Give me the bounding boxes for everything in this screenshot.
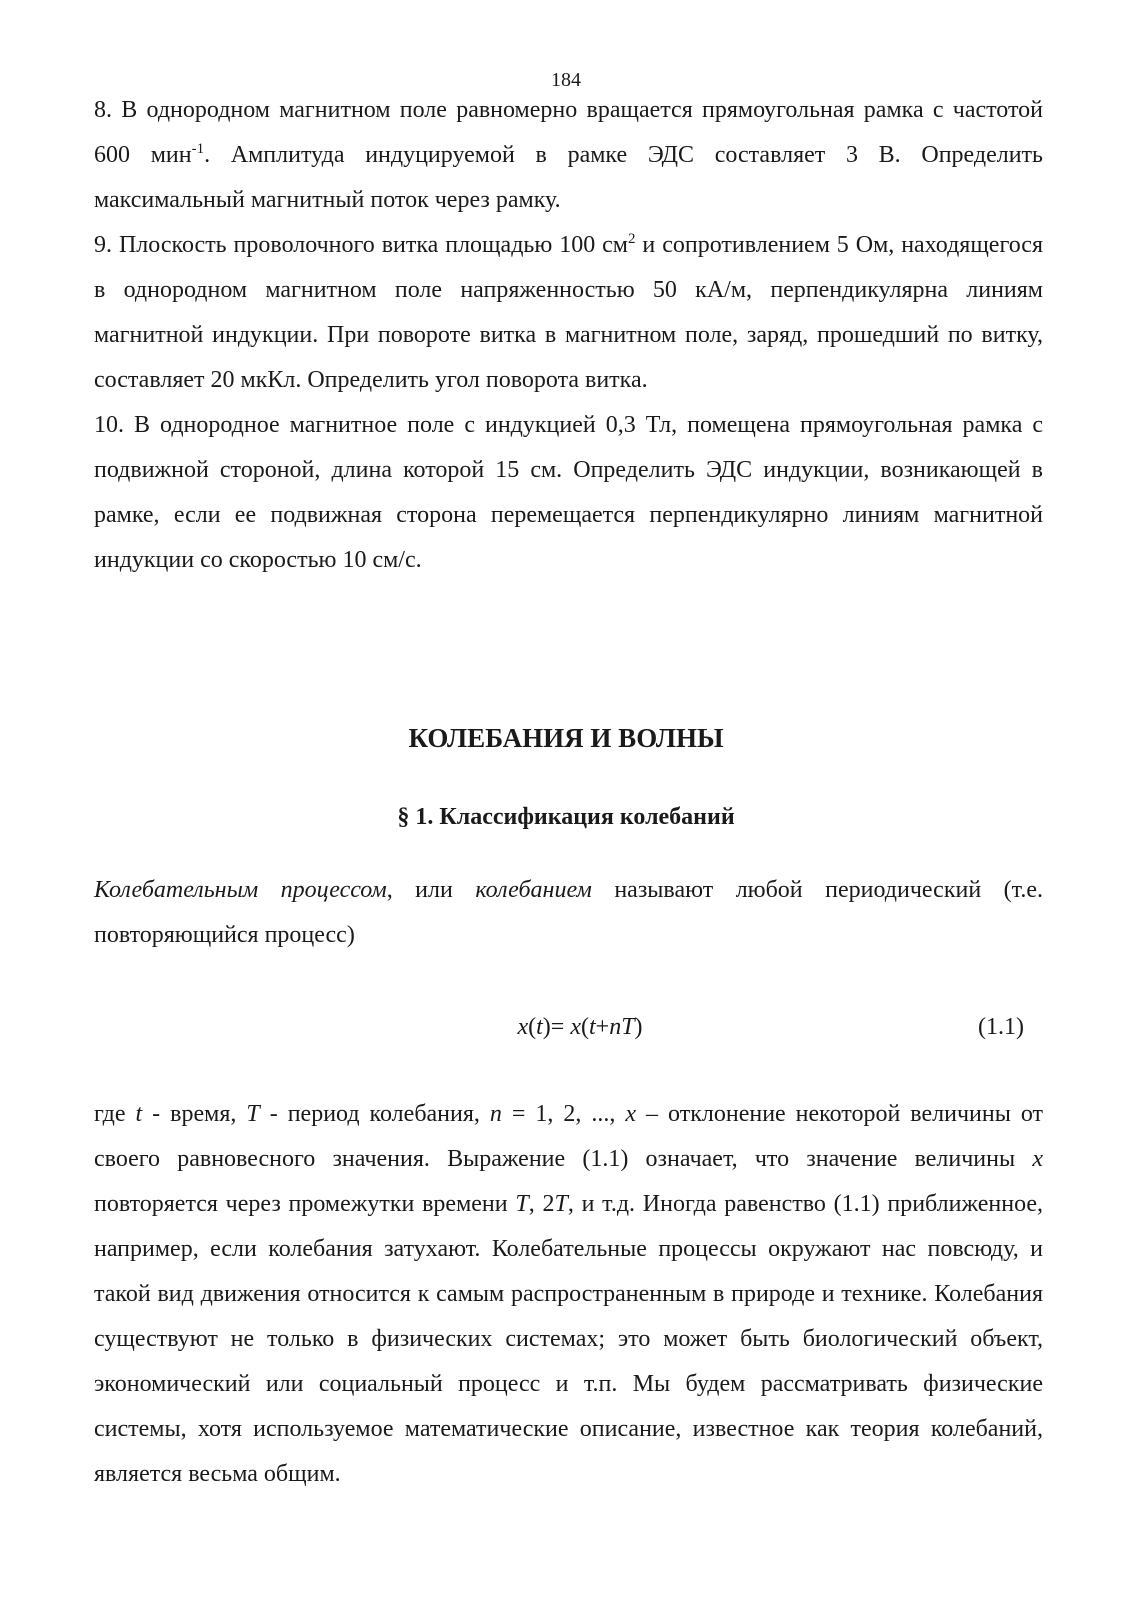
var-T: T xyxy=(246,1101,260,1127)
problem-number: 10. xyxy=(94,412,124,438)
problem-text: Плоскость проволочного витка площадью 100 см xyxy=(118,232,628,258)
text: – отклонение некоторой величины от своего равновесного значения. Выражение (1.1) означает, что значение величины xyxy=(94,1101,1044,1172)
superscript: 2 xyxy=(627,231,636,247)
formula-var-t: t xyxy=(588,1014,596,1040)
explanation-paragraph xyxy=(94,1092,1043,1497)
subsection-title: § 1. Классификация колебаний xyxy=(397,804,735,830)
text: - период колебания, xyxy=(259,1101,490,1127)
var-x: x xyxy=(1032,1146,1043,1172)
formula-var-x: x xyxy=(517,1014,529,1040)
problems-list xyxy=(94,88,1043,583)
var-x: x xyxy=(625,1101,637,1127)
problem-text: и сопротивлением 5 Ом, находящегося в однородном магнитном поле напряженностью 50 кА/м, перпендикулярна линиям магнитной индукции. При повороте витка в магнитном поле, заряд, прошедший по витку, составляет 20 мкКл. Определить угол поворота витка. xyxy=(94,232,1043,393)
var-T: T xyxy=(515,1191,529,1217)
definition-connector: , или xyxy=(386,877,476,903)
page-number: 184 xyxy=(551,69,581,91)
definition-text: называют любой периодический (т.е. повторяющийся процесс) xyxy=(94,877,1044,948)
formula-symbol: ( xyxy=(528,1014,537,1040)
problem-text: В однородном магнитном поле равномерно вращается прямоугольная рамка с частотой 600 мин xyxy=(94,97,1044,168)
text: повторяется через промежутки времени xyxy=(94,1191,516,1217)
var-t: t xyxy=(135,1101,143,1127)
problem-number: 8. xyxy=(94,97,112,123)
formula-var-t: t xyxy=(536,1014,543,1040)
text: где xyxy=(94,1101,136,1127)
text: - время, xyxy=(142,1101,247,1127)
formula-number: (1.1) xyxy=(978,1014,1024,1040)
var-n: n xyxy=(489,1101,502,1127)
superscript: -1 xyxy=(191,141,205,157)
problem-text: В однородное магнитное поле с индукцией 0,3 Тл, помещена прямоугольная рамка с подвижной стороной, длина которой 15 см. Определить ЭДС индукции, возникающей в рамке, если ее подвижная сторона перемещается перпендикулярно линиям магнитной индукции со скоростью 10 см/с. xyxy=(94,412,1043,573)
problem-8 xyxy=(94,88,1043,223)
text: = 1, 2, ..., xyxy=(501,1101,626,1127)
formula-var-nT: nT xyxy=(609,1014,635,1040)
text: , 2 xyxy=(528,1191,555,1217)
formula-symbol: + xyxy=(595,1014,610,1040)
text: , и т.д. Иногда равенство (1.1) приближенное, например, если колебания затухают. Колебательные процессы окружают нас повсюду, и такой вид движения относится к самым распространенным в природе и технике. Колебания существуют не только в физических системах; это может быть биологический объект, экономический или социальный процесс и т.п. Мы будем рассматривать физические системы, хотя используемое математические описание, известное как теория колебаний, является весьма общим. xyxy=(94,1191,1044,1487)
problem-10 xyxy=(94,403,1043,583)
formula-symbol: ( xyxy=(580,1014,589,1040)
problem-9 xyxy=(94,223,1043,403)
formula-symbol: )= xyxy=(542,1014,571,1040)
problem-text: . Амплитуда индуцируемой в рамке ЭДС составляет 3 В. Определить максимальный магнитный поток через рамку. xyxy=(94,142,1043,213)
definition-paragraph xyxy=(94,868,1043,958)
section-title: КОЛЕБАНИЯ И ВОЛНЫ xyxy=(408,723,724,753)
formula-symbol: ) xyxy=(634,1014,643,1040)
formula xyxy=(500,1005,660,1050)
term-oscillation: колебанием xyxy=(475,877,592,903)
formula-row xyxy=(0,1005,1132,1050)
var-T: T xyxy=(554,1191,568,1217)
formula-var-x: x xyxy=(570,1014,581,1040)
problem-number: 9. xyxy=(94,232,112,258)
term-oscillatory-process: Колебательным процессом xyxy=(94,877,387,903)
